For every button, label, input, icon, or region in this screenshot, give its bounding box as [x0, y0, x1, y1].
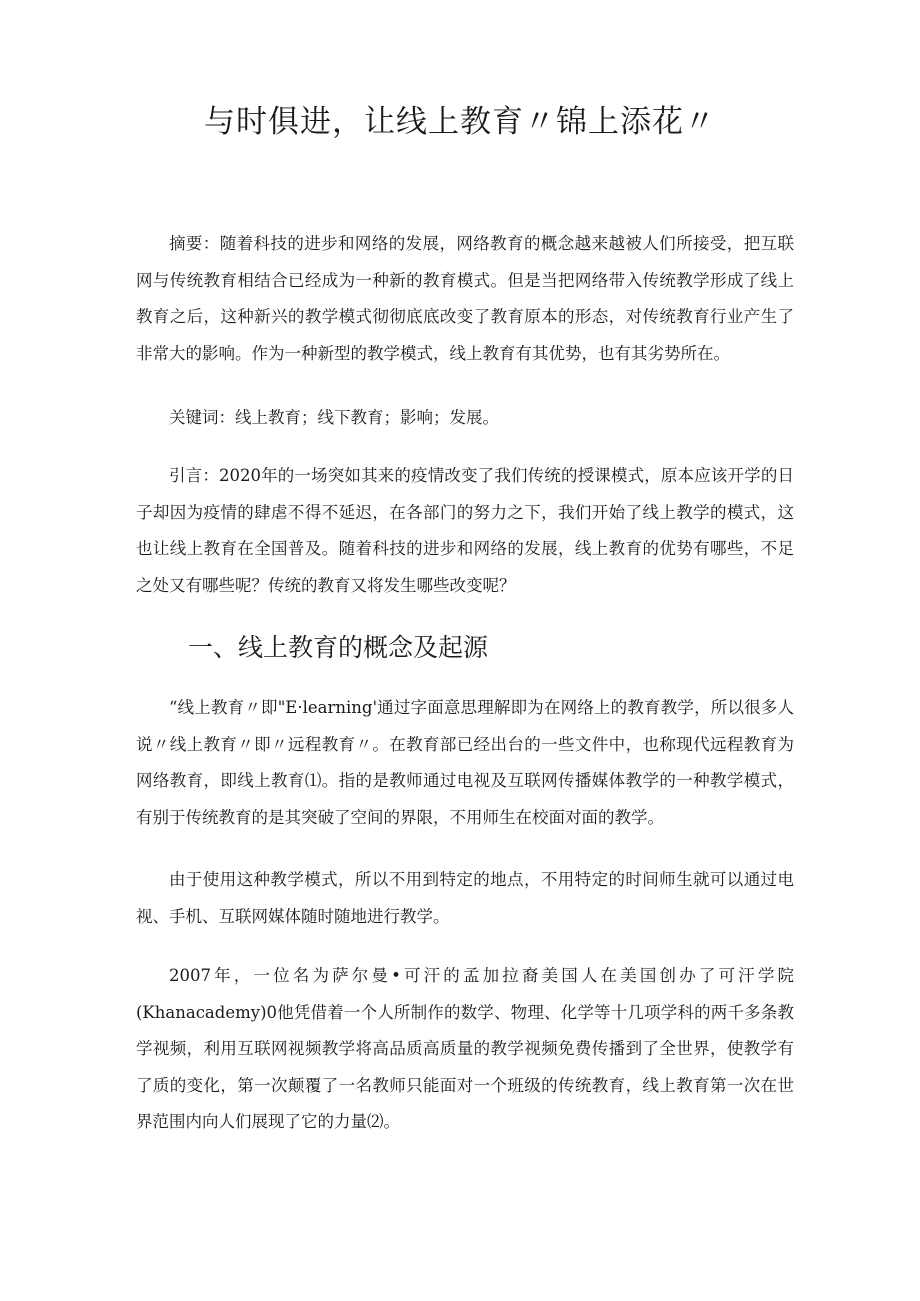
- keywords-paragraph: 关键词：线上教育；线下教育；影响；发展。: [169, 408, 499, 427]
- introduction-paragraph: 引言：2020年的一场突如其来的疫情改变了我们传统的授课模式，原本应该开学的日子却因为疫情的肆虐不得不延迟，在各部门的努力之下，我们开始了线上教学的模式，这也让线上教育在全国普及。随着科技的进步和网络的发展，线上教育的优势有哪些，不足之处又有哪些呢？传统的教育又将发生哪些改变呢？: [136, 466, 794, 595]
- body-paragraph-1: “线上教育〃即"E·learning'通过字面意思理解即为在网络上的教育教学，所以很多人说〃线上教育〃即〃远程教育〃。在教育部已经出台的一些文件中，也称现代远程教育为网络教育，即线上教育⑴。指的是教师通过电视及互联网传播媒体教学的一种教学模式，有别于传统教育的是其突破了空间的界限，不用师生在校面对面的教学。: [136, 698, 794, 827]
- body-paragraph-3: 2007年，一位名为萨尔曼•可汗的孟加拉裔美国人在美国创办了可汗学院(Khanacademy)0他凭借着一个人所制作的数学、物理、化学等十几项学科的两千多条教学视频，利用互联网视频教学将高品质高质量的教学视频免费传播到了全世界，使教学有了质的变化，第一次颠覆了一名教师只能面对一个班级的传统教育，线上教育第一次在世界范围内向人们展现了它的力量⑵。: [136, 966, 794, 1131]
- section-heading: 一、线上教育的概念及起源: [188, 633, 489, 662]
- body-paragraph-2: 由于使用这种教学模式，所以不用到特定的地点，不用特定的时间师生就可以通过电视、手机、互联网媒体随时随地进行教学。: [136, 870, 794, 926]
- document-title: 与时俱进，让线上教育〃锦上添花〃: [204, 104, 716, 140]
- abstract-paragraph: 摘要：随着科技的进步和网络的发展，网络教育的概念越来越被人们所接受，把互联网与传统教育相结合已经成为一种新的教育模式。但是当把网络带入传统教学形成了线上教育之后，这种新兴的教学模式彻彻底底改变了教育原本的形态，对传统教育行业产生了非常大的影响。作为一种新型的教学模式，线上教育有其优势，也有其劣势所在。: [136, 234, 794, 363]
